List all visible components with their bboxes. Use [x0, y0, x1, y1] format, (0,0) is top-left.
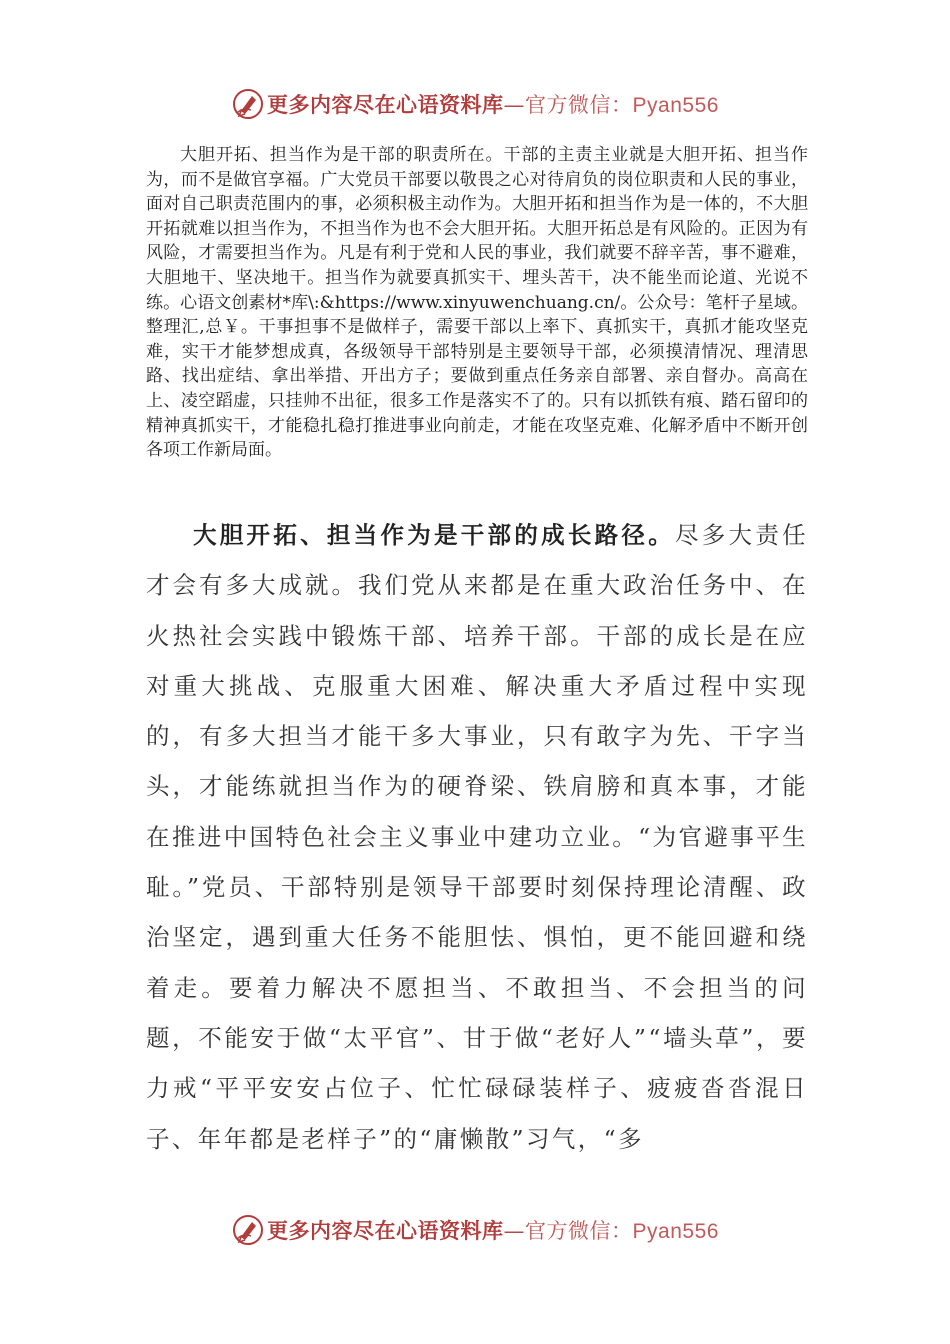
banner-wechat-label: 官方微信： — [525, 93, 633, 117]
header-banner — [0, 84, 950, 124]
banner-site-text: 更多内容尽在心语资料库 — [267, 92, 504, 117]
banner-wechat-label: 官方微信： — [525, 1219, 633, 1243]
pen-nib-logo-icon — [231, 87, 265, 121]
banner-wechat-id: Pyan556 — [632, 1220, 719, 1243]
footer-banner — [0, 1210, 950, 1250]
paragraph-1: 大胆开拓、担当作为是干部的职责所在。干部的主责主业就是大胆开拓、担当作为，而不是做官享福。广大党员干部要以敬畏之心对待肩负的岗位职责和人民的事业，面对自己职责范围内的事，必须积极主动作为。大胆开拓和担当作为是一体的，不大胆开拓就难以担当作为，不担当作为也不会大胆开拓。大胆开拓总是有风险的。正因为有风险，才需要担当作为。凡是有利于党和人民的事业，我们就要不辞辛苦，事不避难，大胆地干、坚决地干。担当作为就要真抓实干、埋头苦干，决不能坐而论道、光说不练。心语文创素材*库\:&https://www.xinyuwenchuang.cn/。公众号：笔杆子星域。整理汇,总￥。干事担事不是做样子，需要干部以上率下、真抓实干，真抓才能攻坚克难，实干才能梦想成真，各级领导干部特别是主要领导干部，必须摸清情况、理清思路、找出症结、拿出举措、开出方子；要做到重点任务亲自部署、亲自督办。高高在上、凌空蹈虚，只挂帅不出征，很多工作是落实不了的。只有以抓铁有痕、踏石留印的精神真抓实干，才能稳扎稳打推进事业向前走，才能在攻坚克难、化解矛盾中不断开创各项工作新局面。 — [146, 145, 808, 461]
banner-dash: — — [503, 1219, 526, 1243]
banner-dash: — — [503, 93, 526, 117]
paragraph-2-lead: 大胆开拓、担当作为是干部的成长路径。 — [193, 521, 675, 549]
banner-wechat-id: Pyan556 — [632, 94, 719, 117]
banner-text — [267, 1215, 719, 1245]
banner-text — [267, 89, 719, 119]
paragraph-2-body: 尽多大责任才会有多大成就。我们党从来都是在重大政治任务中、在火热社会实践中锻炼干部、培养干部。干部的成长是在应对重大挑战、克服重大困难、解决重大矛盾过程中实现的，有多大担当才能干多大事业，只有敢字为先、干字当头，才能练就担当作为的硬脊梁、铁肩膀和真本事，才能在推进中国特色社会主义事业中建功立业。“为官避事平生耻。”党员、干部特别是领导干部要时刻保持理论清醒、政治坚定，遇到重大任务不能胆怯、惧怕，更不能回避和绕着走。要着力解决不愿担当、不敢担当、不会担当的问题，不能安于做“太平官”、甘于做“老好人”“墙头草”，要力戒“平平安安占位子、忙忙碌碌装样子、疲疲沓沓混日子、年年都是老样子”的“庸懒散”习气，“多 — [146, 521, 809, 1153]
pen-nib-logo-icon — [231, 1213, 265, 1247]
banner-site-text: 更多内容尽在心语资料库 — [267, 1218, 504, 1243]
paragraph-2 — [146, 510, 808, 1164]
